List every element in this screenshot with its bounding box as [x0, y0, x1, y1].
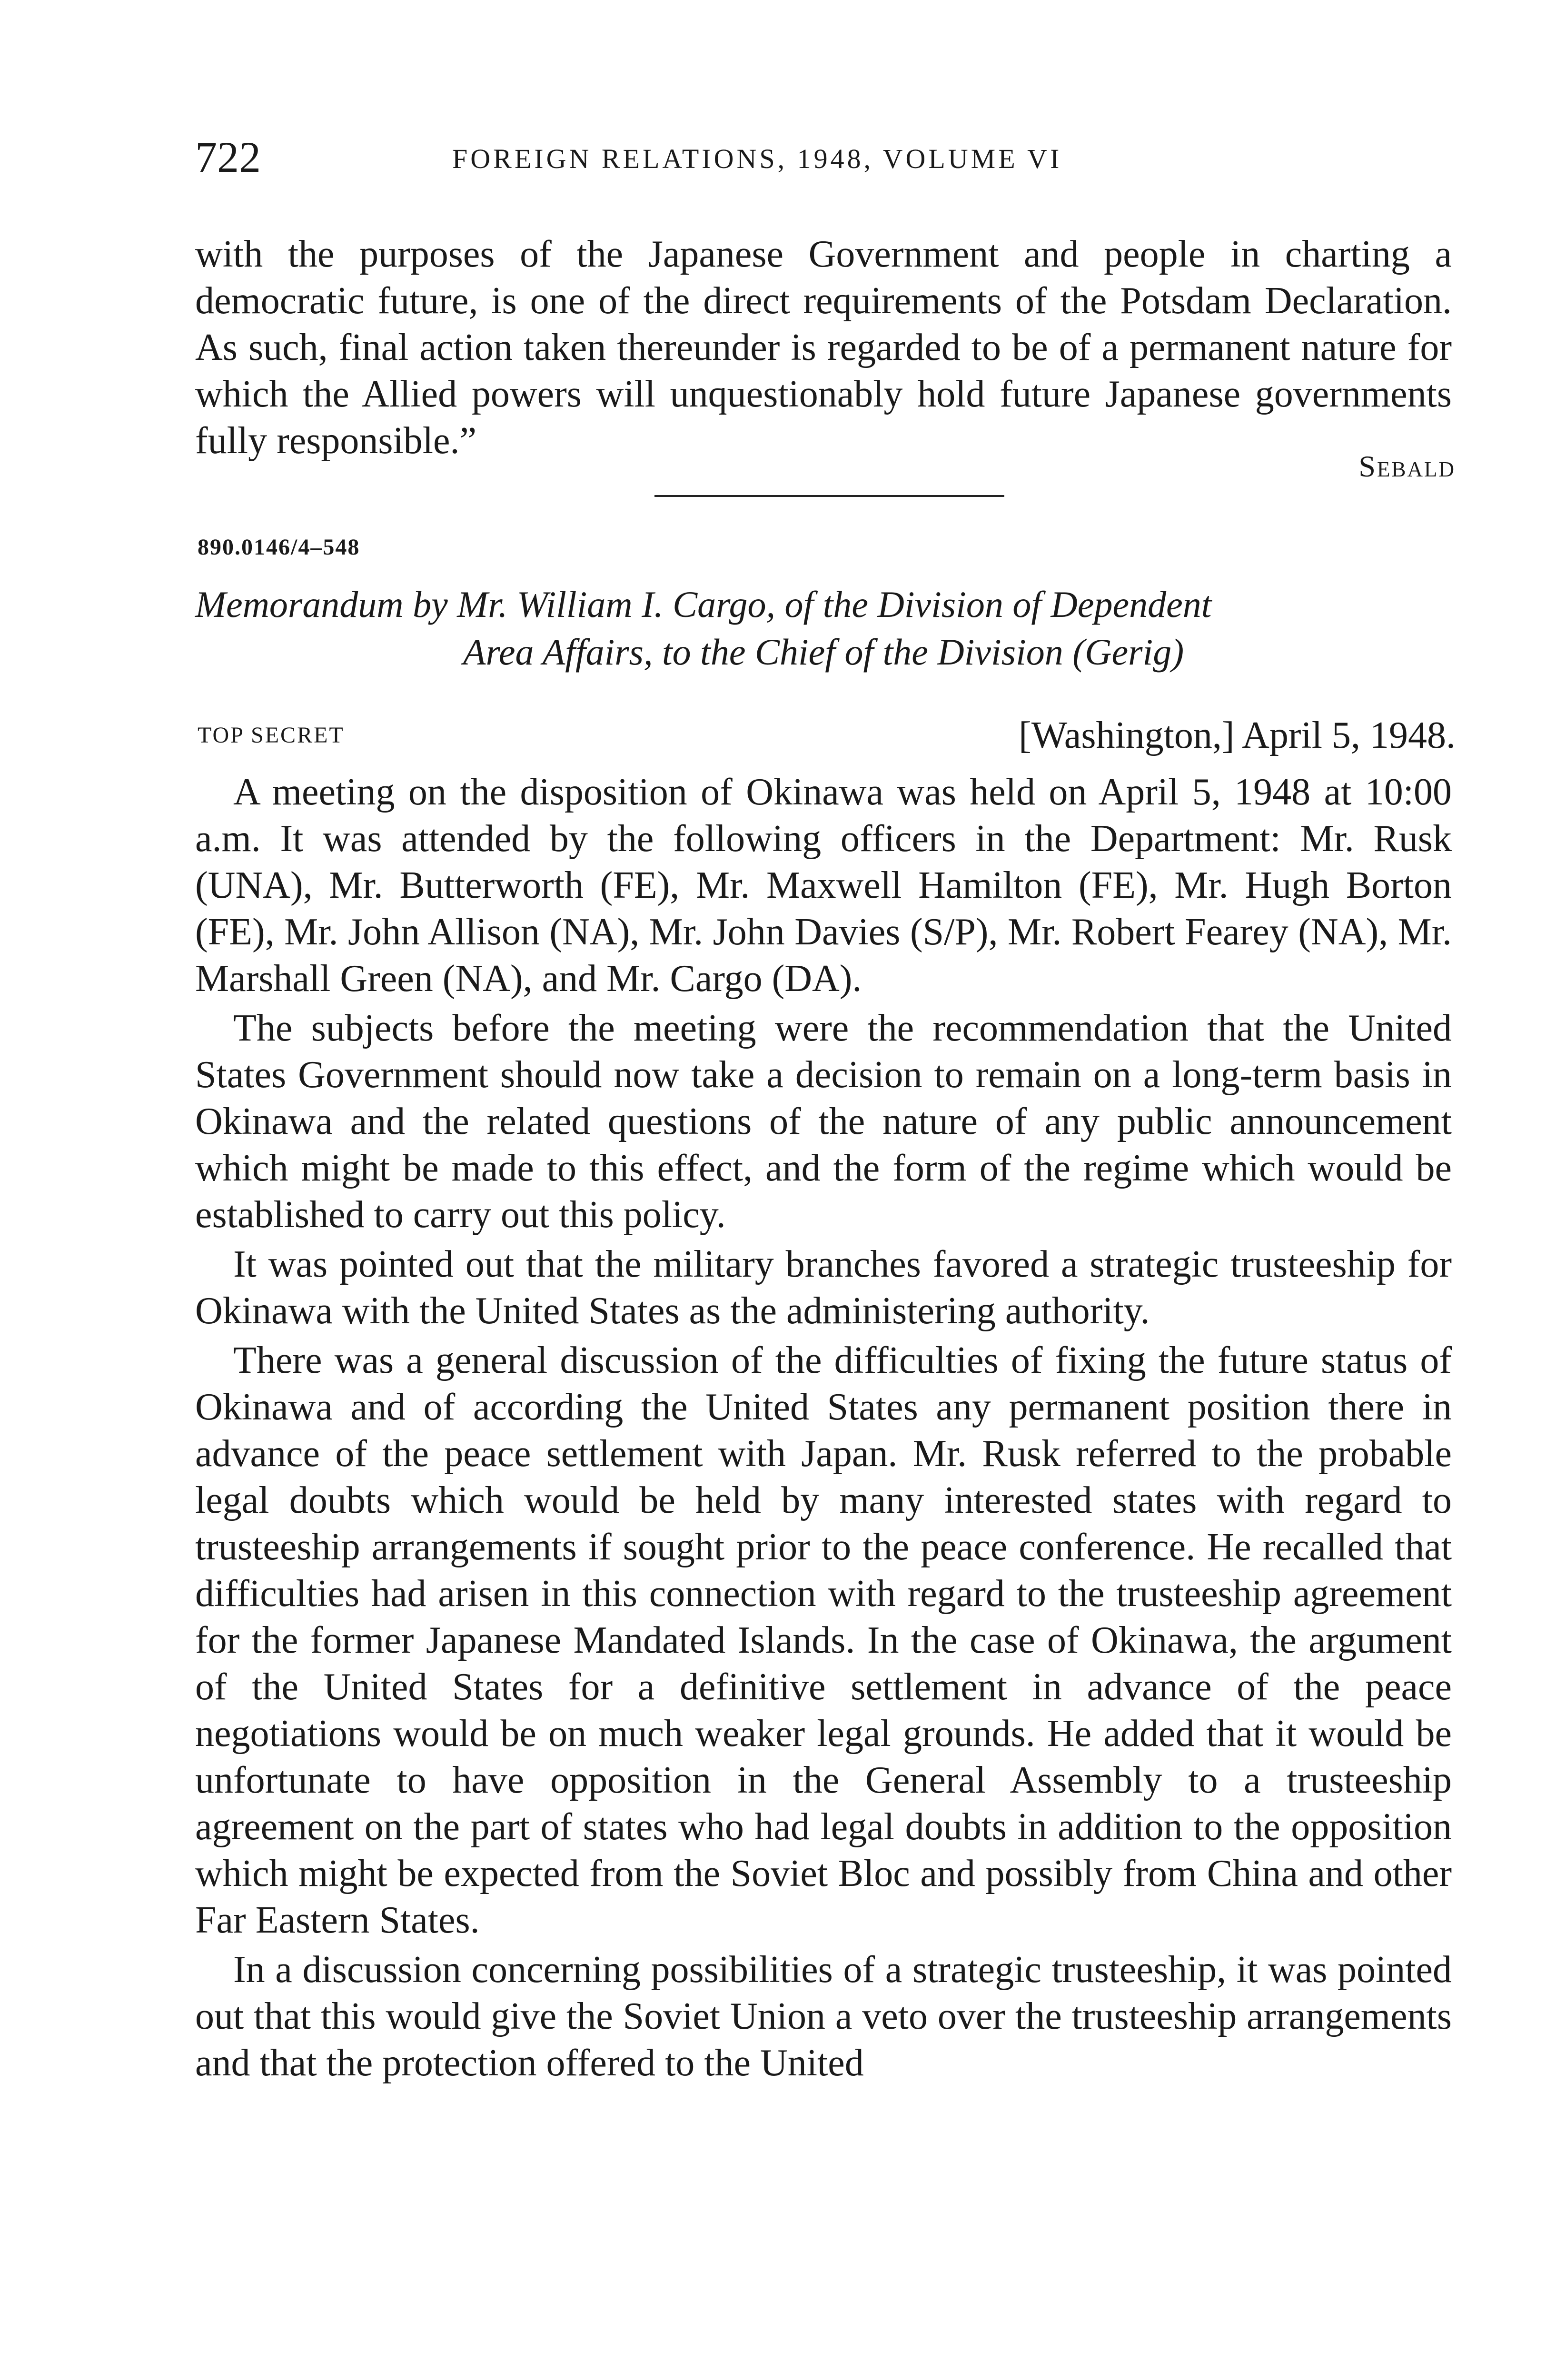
section-divider: [654, 495, 1004, 497]
continued-paragraph: with the purposes of the Japanese Government and people in charting a democratic future, is one of the direct requirements of the Potsdam Declaration. As such, final action taken thereunder is regarded to be of a permanent nature for which the Allied powers will unquestionably hold future Japanese governments fully responsible.”: [195, 233, 1452, 462]
memorandum-body: [195, 769, 1452, 2380]
dateline: [Washington,] April 5, 1948.: [1019, 714, 1456, 756]
page-header: [195, 131, 1457, 183]
document-title-line-2: Area Affairs, to the Chief of the Division (Gerig): [463, 631, 1184, 673]
paragraph-military-view: It was pointed out that the military branches favored a strategic trusteeship for Okinawa with the United States as the administering authority.: [195, 1243, 1452, 1332]
document-title: [195, 581, 1452, 676]
classification-marking: TOP SECRET: [198, 723, 345, 748]
signature: Sebald: [1358, 449, 1456, 483]
paragraph-strategic-trusteeship: In a discussion concerning possibilities of a strategic trusteeship, it was pointed out that this would give the Soviet Union a veto over the trusteeship arrangements and that the protection offered to the United: [195, 1949, 1452, 2084]
running-head: FOREIGN RELATIONS, 1948, VOLUME VI: [452, 143, 1062, 174]
document-title-line-1: Memorandum by Mr. William I. Cargo, of the Division of Dependent: [195, 584, 1212, 625]
page-number: 722: [195, 133, 261, 181]
paragraph-discussion: There was a general discussion of the difficulties of fixing the future status of Okinawa and of according the United States any permanent position there in advance of the peace settlement with Japan. Mr. Rusk referred to the probable legal doubts which would be held by many interested states with regard to trusteeship arrangements if sought prior to the peace conference. He recalled that difficulties had arisen in this connection with regard to the trusteeship agreement for the former Japanese Mandated Islands. In the case of Okinawa, the argument of the United States for a definitive settlement in advance of the peace negotiations would be on much weaker legal grounds. He added that it would be unfortunate to have opposition in the General Assembly to a trusteeship agreement on the part of states who had legal doubts in addition to the opposition which might be expected from the Soviet Bloc and possibly from China and other Far Eastern States.: [195, 1339, 1452, 1941]
paragraph-attendees: A meeting on the disposition of Okinawa was held on April 5, 1948 at 10:00 a.m. It was attended by the following officers in the Department: Mr. Rusk (UNA), Mr. Butterworth (FE), Mr. Maxwell Hamilton (FE), Mr. Hugh Borton (FE), Mr. John Allison (NA), Mr. John Davies (S/P), Mr. Robert Fearey (NA), Mr. Marshall Green (NA), and Mr. Cargo (DA).: [195, 771, 1452, 1000]
file-reference: 890.0146/4–548: [198, 535, 360, 560]
paragraph-subjects: The subjects before the meeting were the recommendation that the United States Government should now take a decision to remain on a long-term basis in Okinawa and the related questions of the nature of any public announcement which might be made to this effect, and the form of the regime which would be established to carry out this policy.: [195, 1007, 1452, 1236]
